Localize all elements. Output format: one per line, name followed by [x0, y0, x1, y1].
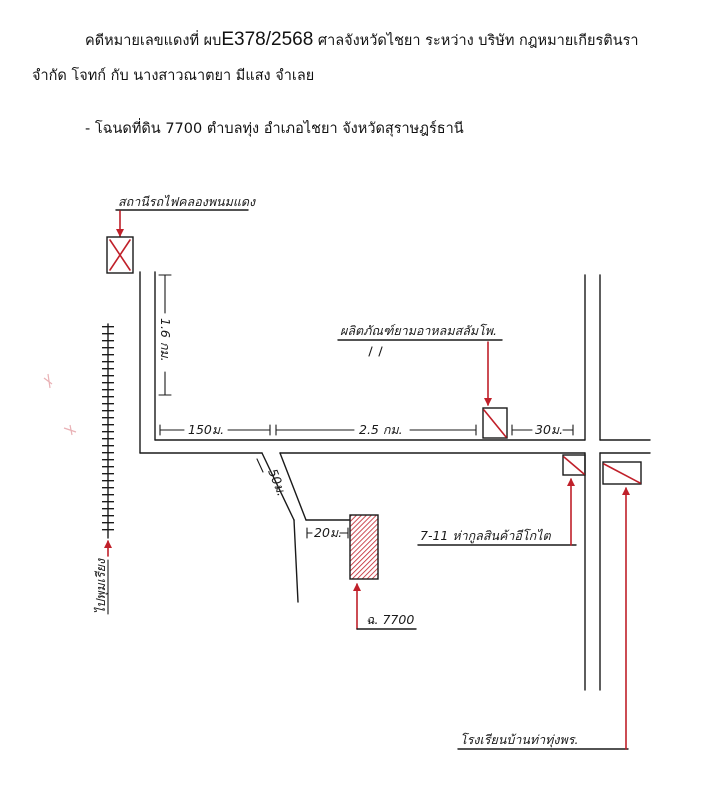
seven-eleven-mark [564, 457, 584, 474]
distance-east-segment: 30ม. [535, 422, 564, 437]
case-header-line-2: จำกัด โจทก์ กับ นางสาวณาตยา มีแสง จำเลย [32, 68, 315, 84]
factory-label-marks [369, 347, 382, 356]
dimension-line [257, 459, 263, 472]
distance-plot-offset: 20ม. [314, 525, 343, 540]
case-number: E378/2568 [221, 29, 314, 50]
school-label: โรงเรียนบ้านท่าทุ่งพร. [460, 732, 579, 747]
distance-side-road: 50ม. [265, 466, 290, 499]
station-label: สถานีรถไฟคลองพนมแดง [118, 194, 256, 209]
seven-eleven-label: 7-11 ห่ากูลสินค้าอีโกไต [420, 528, 551, 543]
factory-mark [484, 410, 506, 437]
smudge-mark [64, 425, 76, 435]
factory-label: ผลิตภัณฑ์ยามอาหลมสลัมโพ. [340, 323, 498, 338]
land-deed-line: - โฉนดที่ดิน 7700 ตำบลทุ่ง อำเภอไชยา จังหวัดสุราษฎร์ธานี [85, 121, 464, 137]
plot-label: ฉ. 7700 [366, 612, 415, 627]
railway-direction-label: ไปพุมเรียง [93, 558, 108, 614]
school-mark [604, 464, 640, 483]
road-edge [294, 520, 298, 602]
case-prefix: คดีหมายเลขแดงที่ ผบ [85, 33, 222, 49]
station-cross-icon [110, 240, 130, 270]
case-suffix: ศาลจังหวัดไชยา ระหว่าง บริษัท กฎหมายเกียรตินรา [313, 33, 639, 49]
distance-west-segment: 150ม. [188, 422, 225, 437]
smudge-mark [44, 374, 52, 388]
distance-north-road: 1.6 กม. [158, 318, 173, 362]
distance-middle-segment: 2.5 กม. [359, 422, 403, 437]
land-plot [350, 515, 378, 579]
